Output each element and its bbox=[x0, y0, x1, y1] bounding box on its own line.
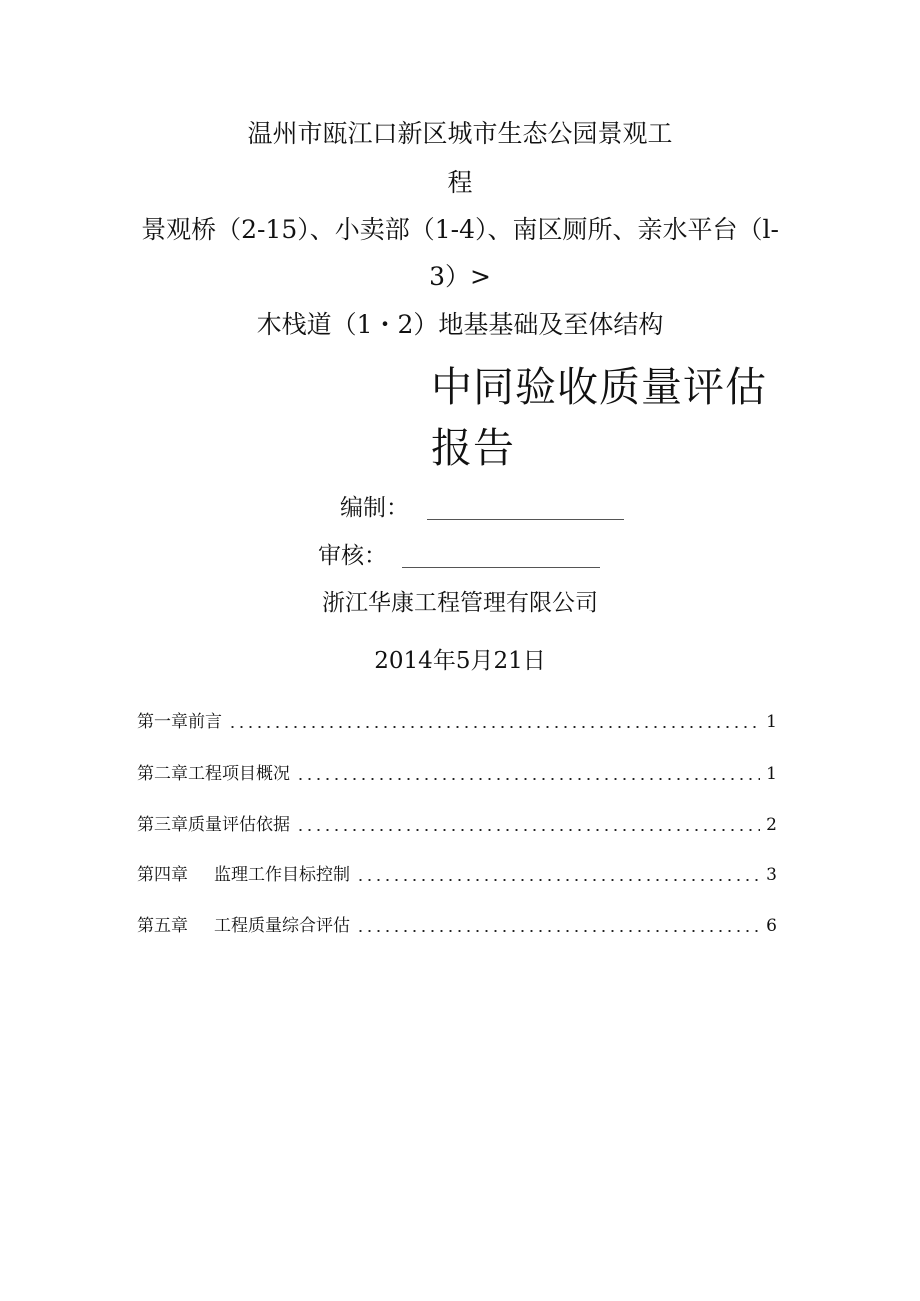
toc-chapter-title: 监理工作目标控制 bbox=[214, 865, 350, 885]
toc-page-number: 6 bbox=[766, 916, 777, 936]
toc-entry[interactable] bbox=[137, 709, 777, 731]
main-title-line-1: 中同验收质量评估 bbox=[431, 363, 767, 411]
toc-leader-dots bbox=[296, 829, 760, 831]
toc-entry[interactable] bbox=[137, 761, 777, 783]
main-title-line-2: 报告 bbox=[431, 424, 515, 472]
title-line-2: 程 bbox=[447, 168, 473, 197]
compiled-by-blank-line bbox=[427, 519, 624, 520]
reviewed-by-label: 审核： bbox=[318, 543, 387, 569]
toc-entry[interactable] bbox=[137, 913, 777, 935]
toc-entry[interactable] bbox=[137, 862, 777, 884]
toc-chapter-number: 第五章 bbox=[137, 916, 188, 936]
toc-page-number: 1 bbox=[766, 712, 777, 732]
title-line-4: 3）> bbox=[429, 262, 491, 291]
company-name: 浙江华康工程管理有限公司 bbox=[322, 590, 598, 616]
reviewed-by-blank-line bbox=[402, 567, 600, 568]
toc-leader-dots bbox=[296, 778, 760, 780]
toc-chapter-number: 第四章 bbox=[137, 865, 188, 885]
toc-entry-label: 第一章前言 bbox=[137, 712, 222, 732]
toc-page-number: 2 bbox=[766, 815, 777, 835]
report-date: 2014年5月21日 bbox=[374, 648, 546, 674]
toc-page-number: 3 bbox=[766, 865, 777, 885]
title-line-5: 木栈道（1・2）地基基础及至体结构 bbox=[256, 310, 664, 339]
toc-entry[interactable] bbox=[137, 812, 777, 834]
toc-leader-dots bbox=[356, 879, 760, 881]
toc-leader-dots bbox=[356, 930, 760, 932]
toc-entry-label: 第三章质量评估依据 bbox=[137, 815, 290, 835]
compiled-by-label: 编制： bbox=[340, 495, 409, 521]
toc-leader-dots bbox=[228, 726, 760, 728]
toc-entry-label: 第二章工程项目概况 bbox=[137, 764, 290, 784]
title-line-3: 景观桥（2-15）、小卖部（1-4）、南区厕所、亲水平台（l- bbox=[141, 215, 779, 244]
toc-chapter-title: 工程质量综合评估 bbox=[214, 916, 350, 936]
title-line-1: 温州市瓯江口新区城市生态公园景观工 bbox=[247, 119, 673, 148]
toc-page-number: 1 bbox=[766, 764, 777, 784]
